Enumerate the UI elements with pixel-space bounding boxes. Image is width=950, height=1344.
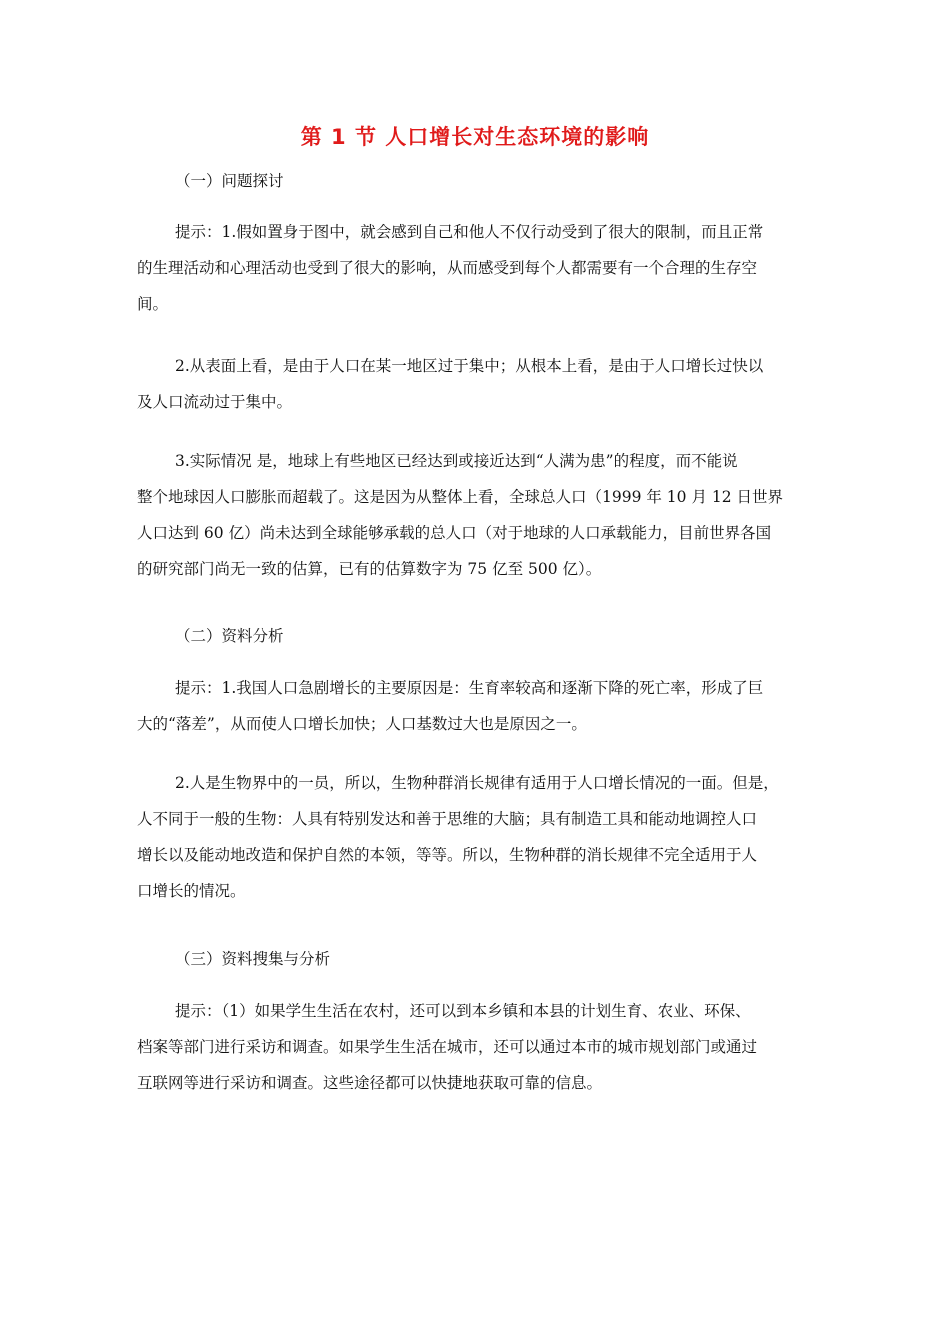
paragraph-line: 提示：1.假如置身于图中，就会感到自己和他人不仅行动受到了很大的限制，而且正常 — [175, 223, 764, 241]
paragraph-5 — [137, 765, 817, 909]
paragraph-line: 2.人是生物界中的一员，所以，生物种群消长规律有适用于人口增长情况的一面。但是， — [175, 774, 779, 792]
paragraph-line: 口增长的情况。 — [137, 882, 246, 900]
paragraph-4 — [137, 670, 817, 742]
section-heading-2 — [137, 618, 817, 654]
paragraph-line: 及人口流动过于集中。 — [137, 393, 293, 411]
paragraph-3 — [137, 443, 817, 587]
paragraph-line: 2.从表面上看，是由于人口在某一地区过于集中；从根本上看，是由于人口增长过快以 — [175, 357, 764, 375]
paragraph-line: 增长以及能动地改造和保护自然的本领，等等。所以，生物种群的消长规律不完全适用于人 — [137, 846, 758, 864]
paragraph-line: 3.实际情况 是，地球上有些地区已经达到或接近达到“人满为患”的程度，而不能说 — [175, 452, 738, 470]
paragraph-1 — [137, 214, 817, 322]
section-heading-3 — [137, 941, 817, 977]
paragraph-line: 档案等部门进行采访和调查。如果学生生活在城市，还可以通过本市的城市规划部门或通过 — [137, 1038, 758, 1056]
paragraph-2 — [137, 348, 817, 420]
section-heading-text: （三）资料搜集与分析 — [175, 950, 331, 968]
paragraph-line: 提示：1.我国人口急剧增长的主要原因是：生育率较高和逐渐下降的死亡率，形成了巨 — [175, 679, 764, 697]
section-heading-text: （二）资料分析 — [175, 627, 284, 645]
page-title: 第 1 节 人口增长对生态环境的影响 — [300, 125, 650, 149]
paragraph-line: 人不同于一般的生物：人具有特别发达和善于思维的大脑；具有制造工具和能动地调控人口 — [137, 810, 758, 828]
paragraph-line: 整个地球因人口膨胀而超载了。这是因为从整体上看，全球总人口（1999 年 10 月 12 日世界 — [137, 488, 784, 506]
section-heading-1 — [137, 163, 817, 199]
paragraph-line: 人口达到 60 亿）尚未达到全球能够承载的总人口（对于地球的人口承载能力，目前世界各国 — [137, 524, 772, 542]
paragraph-line: 提示：（1）如果学生生活在农村，还可以到本乡镇和本县的计划生育、农业、环保、 — [175, 1002, 751, 1020]
paragraph-line: 间。 — [137, 295, 169, 313]
paragraph-line: 的研究部门尚无一致的估算，已有的估算数字为 75 亿至 500 亿）。 — [137, 560, 602, 578]
section-heading-text: （一）问题探讨 — [175, 172, 284, 190]
paragraph-line: 大的“落差”，从而使人口增长加快；人口基数过大也是原因之一。 — [137, 715, 587, 733]
paragraph-6 — [137, 993, 817, 1101]
paragraph-line: 的生理活动和心理活动也受到了很大的影响，从而感受到每个人都需要有一个合理的生存空 — [137, 259, 758, 277]
paragraph-line: 互联网等进行采访和调查。这些途径都可以快捷地获取可靠的信息。 — [137, 1074, 603, 1092]
